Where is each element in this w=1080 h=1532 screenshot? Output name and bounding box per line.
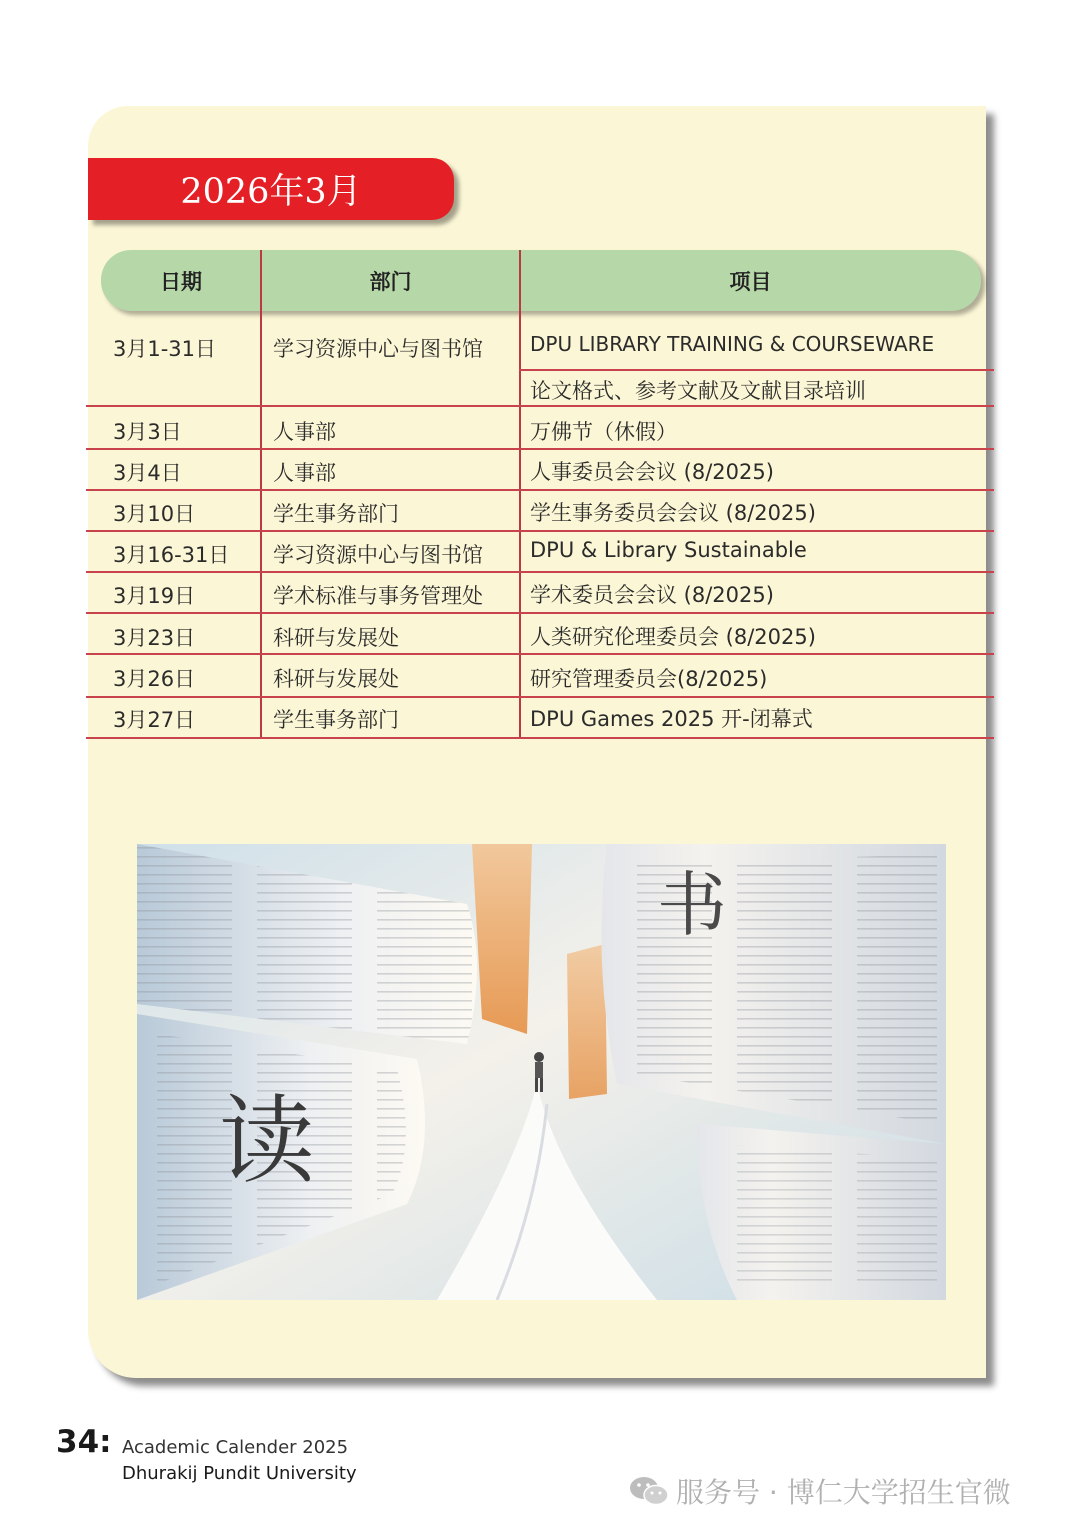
cell-item: 学生事务委员会会议 (8/2025) [530, 501, 816, 525]
month-title: 2026年3月 [180, 172, 362, 212]
footer-university: Dhurakij Pundit University [122, 1463, 357, 1484]
cell-item: 人类研究伦理委员会 (8/2025) [530, 625, 816, 649]
cell-item: DPU Games 2025 开-闭幕式 [530, 707, 813, 731]
row-divider [86, 696, 994, 698]
month-banner [88, 158, 454, 220]
header-department: 部门 [369, 269, 412, 294]
page-number: 34: [56, 1424, 112, 1460]
row-divider [86, 405, 994, 407]
row-divider [86, 571, 994, 573]
cell-department: 学习资源中心与图书馆 [273, 337, 483, 361]
cell-item: DPU LIBRARY TRAINING & COURSEWARE [530, 332, 935, 356]
cell-department: 科研与发展处 [273, 626, 399, 650]
cell-department: 人事部 [273, 420, 336, 444]
header-item: 项目 [729, 269, 772, 294]
cell-department: 学生事务部门 [273, 502, 399, 526]
footer-title: Academic Calender 2025 [122, 1437, 349, 1458]
cell-date: 3月27日 [113, 708, 196, 732]
cell-item: DPU & Library Sustainable [530, 538, 807, 562]
cell-item: 万佛节（休假） [530, 420, 677, 444]
cell-department: 科研与发展处 [273, 667, 399, 691]
column-divider [519, 250, 521, 739]
row-divider [86, 489, 994, 491]
cell-date: 3月26日 [113, 667, 196, 691]
header-date: 日期 [160, 269, 202, 294]
row-divider [86, 653, 994, 655]
row-divider [86, 448, 994, 450]
cell-item: 学术委员会会议 (8/2025) [530, 583, 774, 607]
reading-illustration [137, 844, 946, 1300]
watermark-text: 服务号 · 博仁大学招生官微 [676, 1476, 1011, 1509]
cell-department: 人事部 [273, 461, 336, 485]
cell-department: 学习资源中心与图书馆 [273, 543, 483, 567]
cell-item: 论文格式、参考文献及文献目录培训 [530, 379, 866, 403]
cell-item: 人事委员会会议 (8/2025) [530, 460, 774, 484]
wechat-icon [628, 1474, 670, 1508]
wechat-watermark [628, 1471, 1011, 1511]
cell-item: 研究管理委员会(8/2025) [530, 667, 768, 691]
column-divider [260, 250, 262, 739]
cell-date: 3月23日 [113, 626, 196, 650]
cell-date: 3月10日 [113, 502, 196, 526]
char-book: 书 [657, 864, 727, 946]
cell-date: 3月4日 [113, 461, 182, 485]
table-header [101, 250, 981, 311]
row-divider [86, 737, 994, 739]
cell-department: 学术标准与事务管理处 [273, 584, 483, 608]
row-divider [519, 369, 994, 371]
cell-date: 3月19日 [113, 584, 196, 608]
row-divider [86, 612, 994, 614]
cell-department: 学生事务部门 [273, 708, 399, 732]
cell-date: 3月1-31日 [113, 337, 217, 361]
cell-date: 3月16-31日 [113, 543, 230, 567]
cell-date: 3月3日 [113, 420, 182, 444]
row-divider [86, 530, 994, 532]
char-read: 读 [219, 1085, 315, 1197]
